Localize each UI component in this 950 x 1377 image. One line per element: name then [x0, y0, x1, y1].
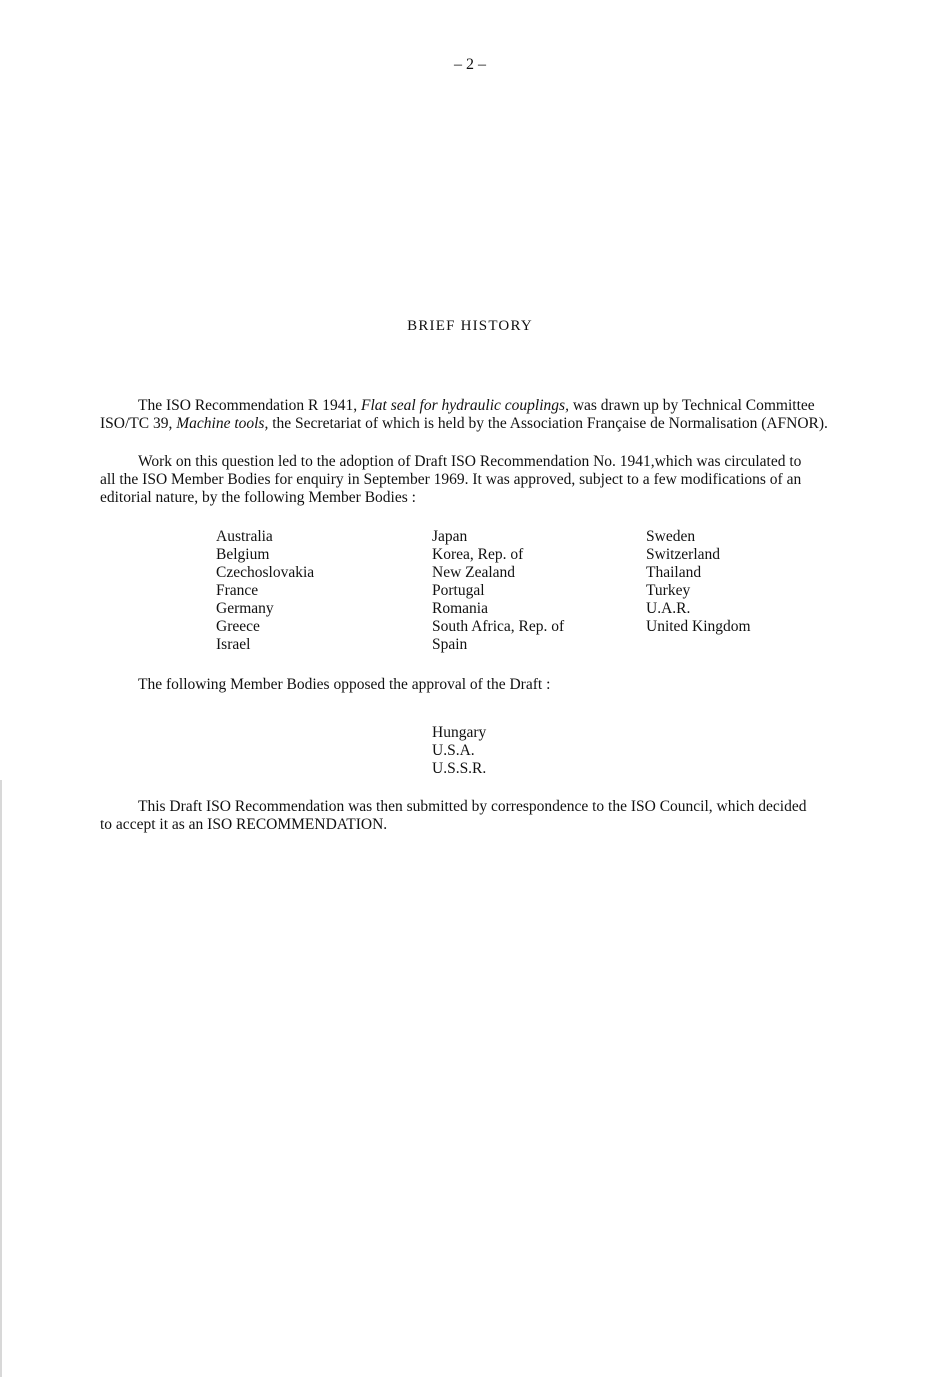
member-body: Switzerland — [646, 546, 721, 563]
history-paragraph — [100, 397, 870, 433]
recommendation-title: Flat seal for hydraulic couplings, — [361, 397, 569, 414]
member-body: U.S.A. — [432, 742, 475, 759]
opposing-bodies-list — [432, 724, 486, 778]
line-text: was drawn up by Technical Committee — [568, 397, 815, 414]
member-body: Hungary — [432, 724, 487, 741]
section-heading: BRIEF HISTORY — [407, 318, 533, 334]
page-number: – 2 – — [454, 56, 486, 73]
adoption-paragraph — [100, 453, 870, 507]
member-body: U.A.R. — [646, 600, 691, 617]
approving-bodies-column-3 — [646, 528, 751, 636]
member-body: U.S.S.R. — [432, 760, 487, 777]
member-body: Sweden — [646, 528, 696, 545]
line-text: ISO/TC 39, — [100, 415, 177, 432]
member-body: Greece — [216, 618, 260, 635]
member-body: Israel — [216, 636, 251, 653]
member-body: Thailand — [646, 564, 702, 581]
member-body: Korea, Rep. of — [432, 546, 524, 563]
member-body: France — [216, 582, 259, 599]
committee-title: Machine tools, — [176, 415, 269, 432]
approving-bodies-column-2 — [432, 528, 564, 654]
history-paragraph-line-1 — [100, 397, 870, 415]
member-body: Belgium — [216, 546, 270, 563]
line-text: the Secretariat of which is held by the Association Française de Normalisation (AFNOR). — [268, 415, 828, 432]
opposed-intro — [138, 676, 908, 694]
scan-edge-mark — [0, 780, 2, 1377]
line-text: The ISO Recommendation R 1941, — [138, 397, 361, 414]
member-body: New Zealand — [432, 564, 516, 581]
history-paragraph-line-2 — [100, 415, 870, 433]
opposed-intro-line: The following Member Bodies opposed the approval of the Draft : — [138, 676, 551, 693]
member-body: Japan — [432, 528, 468, 545]
member-body: South Africa, Rep. of — [432, 618, 565, 635]
member-body: Romania — [432, 600, 488, 617]
council-paragraph-line-2: to accept it as an ISO RECOMMENDATION. — [100, 816, 388, 833]
member-body: United Kingdom — [646, 618, 751, 635]
council-paragraph-line-1: This Draft ISO Recommendation was then submitted by correspondence to the ISO Council, which decided — [138, 798, 807, 815]
member-body: Australia — [216, 528, 273, 545]
member-body: Spain — [432, 636, 468, 653]
member-body: Portugal — [432, 582, 485, 599]
member-body: Germany — [216, 600, 274, 617]
council-paragraph — [100, 798, 870, 834]
adoption-paragraph-line-1: Work on this question led to the adoption of Draft ISO Recommendation No. 1941,which was circulated to — [138, 453, 802, 470]
member-body: Turkey — [646, 582, 691, 599]
adoption-paragraph-line-2: all the ISO Member Bodies for enquiry in September 1969. It was approved, subject to a few modifications of an — [100, 471, 802, 488]
approving-bodies-column-1 — [216, 528, 314, 654]
adoption-paragraph-line-3: editorial nature, by the following Member Bodies : — [100, 489, 416, 506]
member-body: Czechoslovakia — [216, 564, 315, 581]
